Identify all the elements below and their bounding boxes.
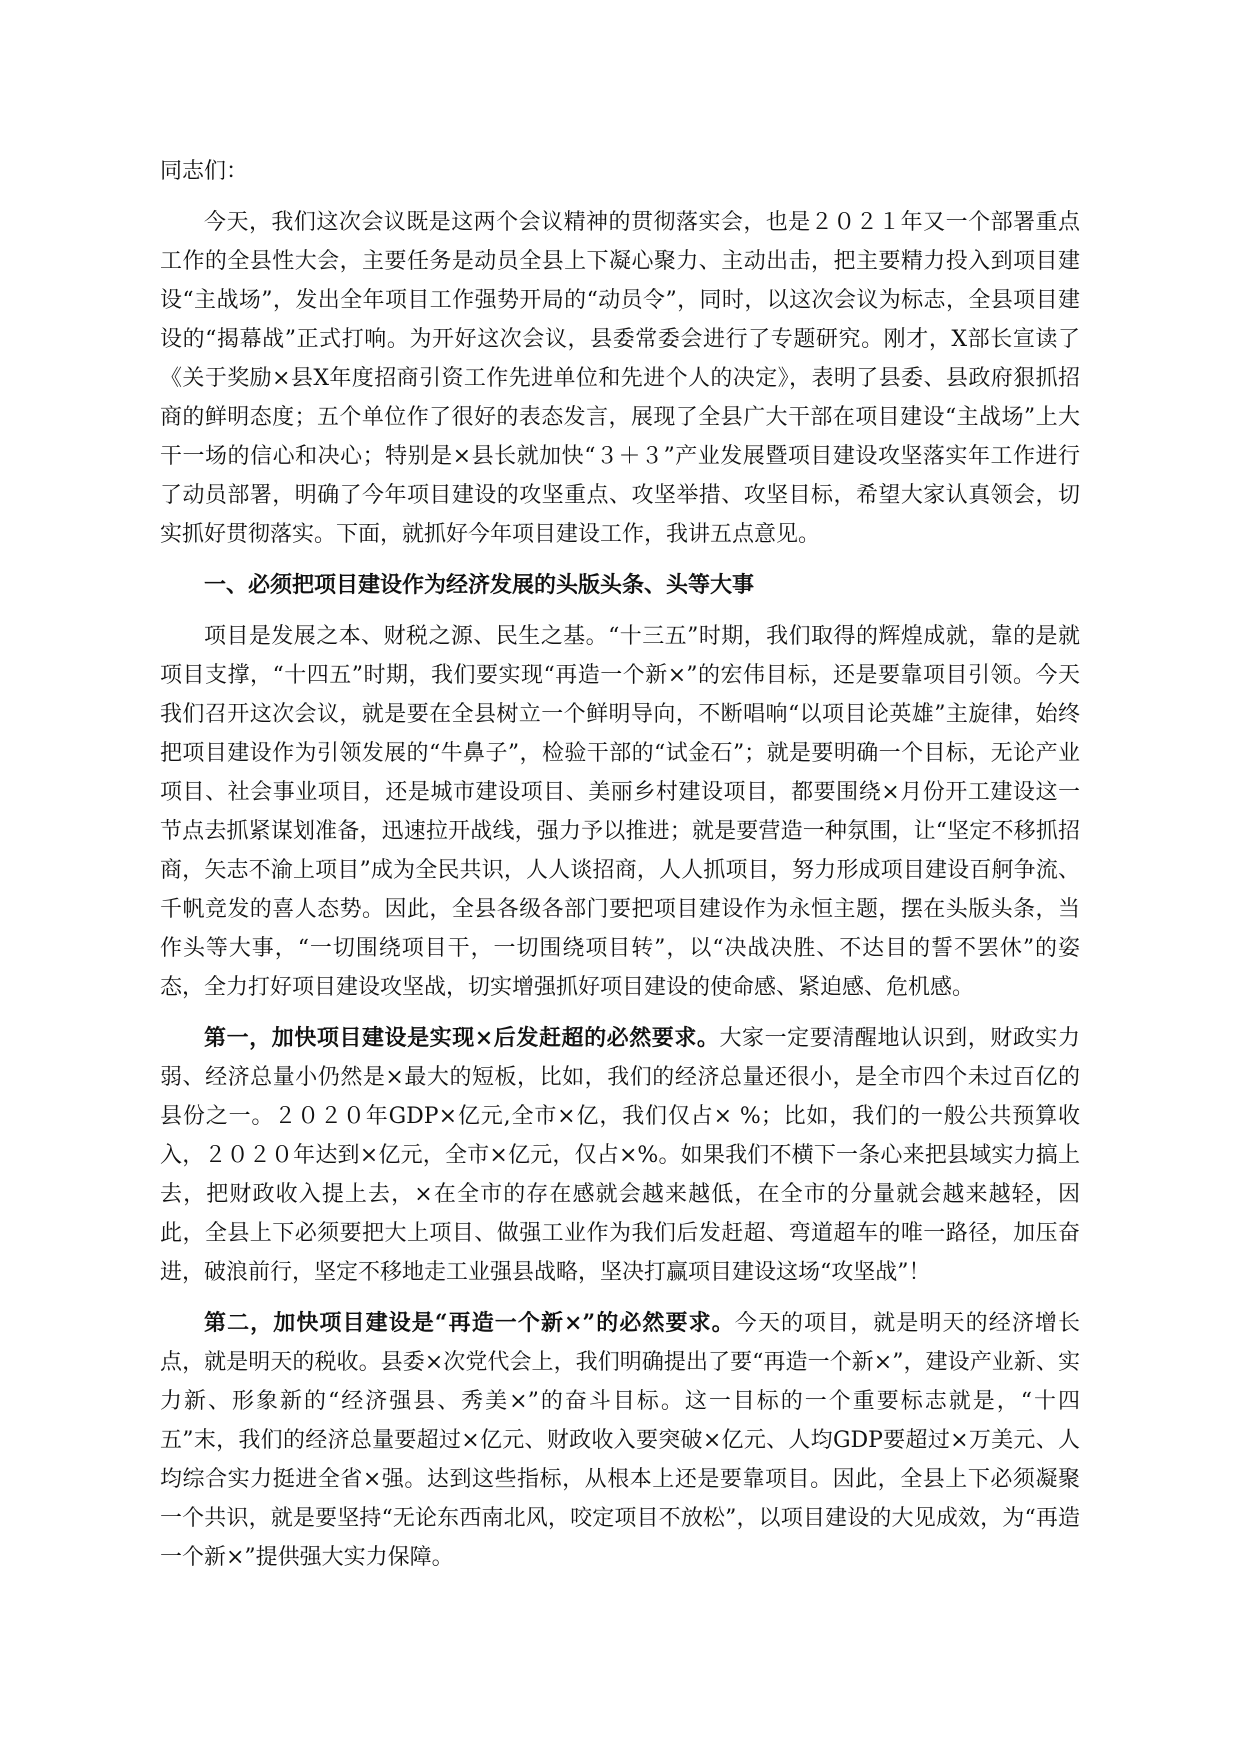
point-1-lead: 第一，加快项目建设是实现×后发赶超的必然要求。 bbox=[204, 1025, 720, 1051]
section-heading-1: 一、必须把项目建设作为经济发展的头版头条、头等大事 bbox=[204, 573, 755, 598]
point-2-body: 今天的项目，就是明天的经济增长点，就是明天的税收。县委×次党代会上，我们明确提出了要“再造一个新×”，建设产业新、实力新、形象新的“经济强县、秀美×”的奋斗目标。这一目标的一个重要标志就是，“十四五”末，我们的经济总量要超过×亿元、财政收入要突破×亿元、人均GDP要超过×万美元、人均综合实力挺进全省×强。达到这些指标，从根本上还是要靠项目。因此，全县上下必须凝聚一个共识，就是要坚持“无论东西南北风，咬定项目不放松”，以项目建设的大见成效，为“再造一个新×”提供强大实力保障。 bbox=[160, 1311, 1080, 1570]
point-1-body: 大家一定要清醒地认识到，财政实力弱、经济总量小仍然是×最大的短板，比如，我们的经济总量还很小，是全市四个未过百亿的县份之一。２０２０年GDP×亿元,全市×亿，我们仅占× %；比如，我们的一般公共预算收入，２０２０年达到×亿元，全市×亿元，仅占×%。如果我们不横下一条心来把县域实力搞上去，把财政收入提上去，×在全市的存在感就会越来越低，在全市的分量就会越来越轻，因此，全县上下必须要把大上项目、做强工业作为我们后发赶超、弯道超车的唯一路径，加压奋进，破浪前行，坚定不移地走工业强县战略，坚决打赢项目建设这场“攻坚战”！ bbox=[160, 1026, 1080, 1285]
point-2-paragraph bbox=[160, 1304, 1080, 1577]
section-1-paragraph: 项目是发展之本、财税之源、民生之基。“十三五”时期，我们取得的辉煌成就，靠的是就项目支撑，“十四五”时期，我们要实现“再造一个新×”的宏伟目标，还是要靠项目引领。今天我们召开这次会议，就是要在全县树立一个鲜明导向，不断唱响“以项目论英雄”主旋律，始终把项目建设作为引领发展的“牛鼻子”，检验干部的“试金石”；就是要明确一个目标，无论产业项目、社会事业项目，还是城市建设项目、美丽乡村建设项目，都要围绕×月份开工建设这一节点去抓紧谋划准备，迅速拉开战线，强力予以推进；就是要营造一种氛围，让“坚定不移抓招商，矢志不渝上项目”成为全民共识，人人谈招商，人人抓项目，努力形成项目建设百舸争流、千帆竞发的喜人态势。因此，全县各级各部门要把项目建设作为永恒主题，摆在头版头条，当作头等大事，“一切围绕项目干，一切围绕项目转”，以“决战决胜、不达目的誓不罢休”的姿态，全力打好项目建设攻坚战，切实增强抓好项目建设的使命感、紧迫感、危机感。 bbox=[160, 624, 1080, 1000]
greeting: 同志们： bbox=[160, 159, 249, 184]
intro-paragraph: 今天，我们这次会议既是这两个会议精神的贯彻落实会，也是２０２１年又一个部署重点工作的全县性大会，主要任务是动员全县上下凝心聚力、主动出击，把主要精力投入到项目建设“主战场”，发出全年项目工作强势开局的“动员令”，同时，以这次会议为标志，全县项目建设的“揭幕战”正式打响。为开好这次会议，县委常委会进行了专题研究。刚才，X部长宣读了《关于奖励×县X年度招商引资工作先进单位和先进个人的决定》，表明了县委、县政府狠抓招商的鲜明态度；五个单位作了很好的表态发言，展现了全县广大干部在项目建设“主战场”上大干一场的信心和决心；特别是×县长就加快“３＋３”产业发展暨项目建设攻坚落实年工作进行了动员部署，明确了今年项目建设的攻坚重点、攻坚举措、攻坚目标，希望大家认真领会，切实抓好贯彻落实。下面，就抓好今年项目建设工作，我讲五点意见。 bbox=[160, 210, 1080, 547]
point-2-lead: 第二，加快项目建设是“再造一个新×”的必然要求。 bbox=[204, 1310, 735, 1336]
document-body bbox=[160, 152, 1080, 1589]
point-1-paragraph bbox=[160, 1019, 1080, 1292]
